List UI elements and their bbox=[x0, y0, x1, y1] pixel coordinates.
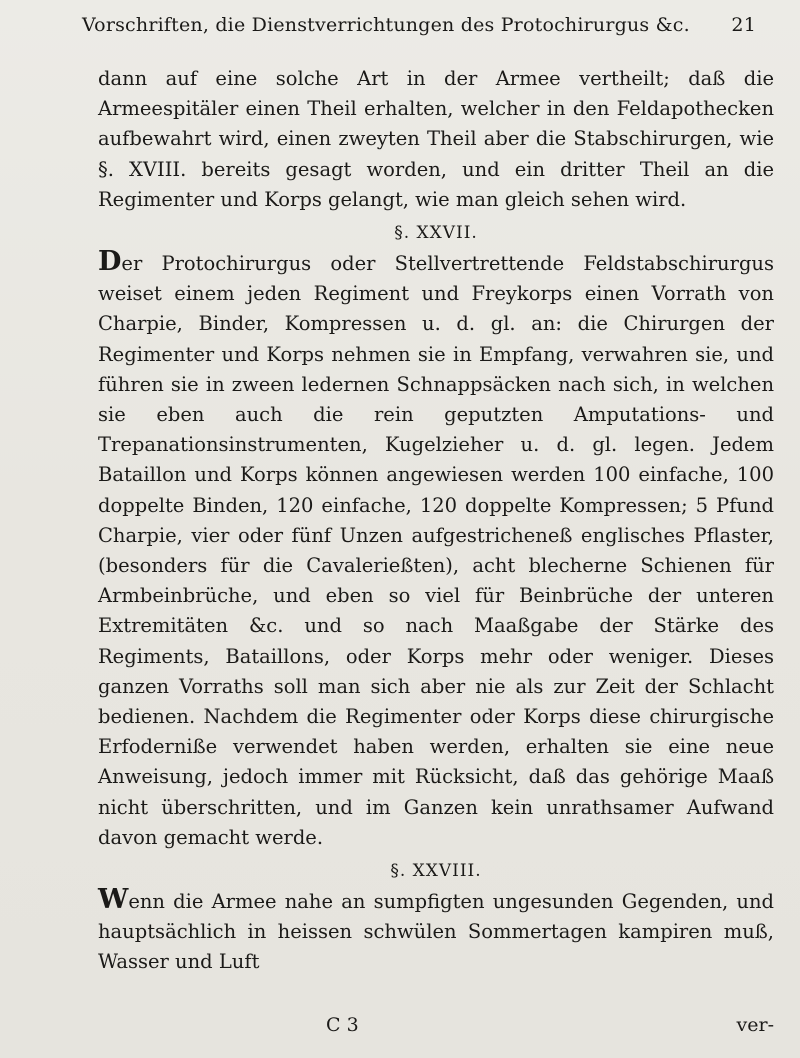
running-title: Vorschriften, die Dienstverrichtungen des Protochirurgus &c. bbox=[82, 14, 690, 36]
signature-mark: C 3 bbox=[326, 1014, 359, 1036]
paragraph-section-27 bbox=[98, 246, 774, 853]
paragraph-continuation: dann auf eine solche Art in der Armee vertheilt; daß die Armeespitäler einen Theil erhalten, welcher in den Feldapothecken aufbewahrt wird, einen zweyten Theil aber die Stabschirurgen, wie §. XVIII. bereits gesagt worden, und ein dritter Theil an die Regimenter und Korps gelangt, wie man gleich sehen wird. bbox=[98, 67, 774, 211]
page-number: 21 bbox=[731, 14, 756, 36]
page-footer bbox=[98, 1014, 774, 1044]
initial-letter: D bbox=[98, 246, 122, 278]
paragraph-text: er Protochirurgus oder Stellvertrettende Feldstabschirurgus weiset einem jeden Regiment und Freykorps einen Vorrath von Charpie, Binder, Kompressen u. d. gl. an: die Chirurgen der Regimenter und Korps nehmen sie in Empfang, verwahren sie, und führen sie in zween ledernen Schnappsäcken nach sich, in welchen sie eben auch die rein geputzten Amputations- und Trepanationsinstrumenten, Kugelzieher u. d. gl. legen. Jedem Bataillon und Korps können angewiesen werden 100 einfache, 100 doppelte Binden, 120 einfache, 120 doppelte Kompressen; 5 Pfund Charpie, vier oder fünf Unzen aufgestricheneß englisches Pflaster, (besonders für die Cavalerießten), acht blecherne Schienen für Armbeinbrüche, und eben so viel für Beinbrüche der unteren Extremitäten &c. und so nach Maaßgabe der Stärke des Regiments, Bataillons, oder Korps mehr oder weniger. Dieses ganzen Vorraths soll man sich aber nie als zur Zeit der Schlacht bedienen. Nachdem die Regimenter oder Korps diese chirurgische Erfoderniße verwendet haben werden, erhalten sie eine neue Anweisung, jedoch immer mit Rücksicht, daß das gehörige Maaß nicht überschritten, und im Ganzen kein unrathsamer Aufwand davon gemacht werde. bbox=[98, 252, 774, 849]
paragraph-section-28 bbox=[98, 884, 774, 978]
paragraph-text: enn die Armee nahe an sumpfigten ungesunden Gegenden, und hauptsächlich in heissen schwülen Sommertagen kampiren muß, Wasser und Luft bbox=[98, 890, 774, 974]
catchword: ver- bbox=[736, 1014, 774, 1036]
section-heading-28: §. XXVIII. bbox=[390, 861, 482, 882]
body-text bbox=[98, 64, 774, 978]
initial-letter: W bbox=[98, 884, 129, 916]
section-heading-27: §. XXVII. bbox=[394, 223, 478, 244]
running-header bbox=[82, 14, 756, 46]
